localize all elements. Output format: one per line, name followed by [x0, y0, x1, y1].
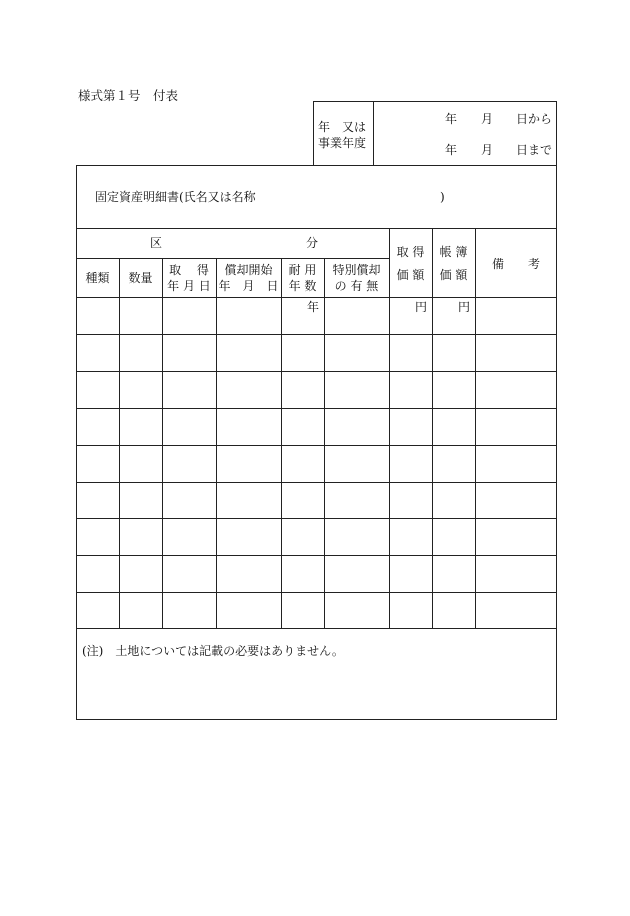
header-remarks: 備 考 — [491, 257, 540, 271]
period-from-day: 日から — [516, 112, 553, 126]
header-bottom-line — [76, 297, 557, 298]
col-line — [432, 228, 433, 628]
row-line — [76, 408, 557, 409]
row-line — [76, 592, 557, 593]
classification-subline — [76, 258, 389, 259]
unit-yen-book: 円 — [457, 300, 470, 314]
period-label-line2: 事業年度 — [318, 136, 367, 150]
header-useful-life-1: 耐 用 — [288, 263, 317, 277]
period-from-year: 年 — [445, 112, 458, 126]
table-bottom-line — [76, 628, 557, 629]
header-book-value-1: 帳 簿 — [439, 245, 468, 259]
col-line — [324, 258, 325, 628]
unit-yen-acquisition: 円 — [414, 300, 427, 314]
row-line — [76, 445, 557, 446]
header-classification-left: 区 — [150, 236, 163, 250]
header-depreciation-start-2: 年 月 日 — [218, 279, 279, 293]
period-to-day: 日まで — [516, 143, 553, 157]
table-top-line — [76, 228, 557, 229]
header-quantity: 数量 — [128, 271, 153, 285]
unit-years: 年 — [306, 300, 319, 314]
header-useful-life-2: 年 数 — [288, 279, 317, 293]
period-divider — [373, 101, 374, 166]
row-line — [76, 482, 557, 483]
header-special-depreciation-2: の 有 無 — [334, 279, 379, 293]
header-acquisition-price-2: 価 額 — [396, 268, 425, 282]
col-line — [162, 258, 163, 628]
row-line — [76, 371, 557, 372]
col-line — [216, 258, 217, 628]
header-acquisition-date-2: 年 月 日 — [167, 279, 211, 293]
header-acquisition-price-1: 取 得 — [396, 245, 425, 259]
footnote: (注) 土地については記載の必要はありません。 — [82, 644, 344, 658]
period-from-month: 月 — [481, 112, 494, 126]
period-to-year: 年 — [445, 143, 458, 157]
period-label-line1: 年 又は — [318, 120, 367, 134]
col-line — [119, 258, 120, 628]
row-line — [76, 334, 557, 335]
period-to-month: 月 — [481, 143, 494, 157]
header-classification-right: 分 — [306, 236, 319, 250]
statement-title-close: ) — [440, 190, 445, 204]
header-book-value-2: 価 額 — [439, 268, 468, 282]
col-line — [389, 228, 390, 628]
statement-title: 固定資産明細書(氏名又は名称 — [95, 190, 256, 204]
row-line — [76, 555, 557, 556]
header-acquisition-date-1: 取 得 — [169, 263, 209, 277]
row-line — [76, 518, 557, 519]
col-line — [475, 228, 476, 628]
header-depreciation-start-1: 償却開始 — [224, 263, 273, 277]
header-special-depreciation-1: 特別償却 — [332, 263, 381, 277]
form-heading: 様式第１号 付表 — [78, 88, 179, 103]
header-type: 種類 — [85, 271, 110, 285]
